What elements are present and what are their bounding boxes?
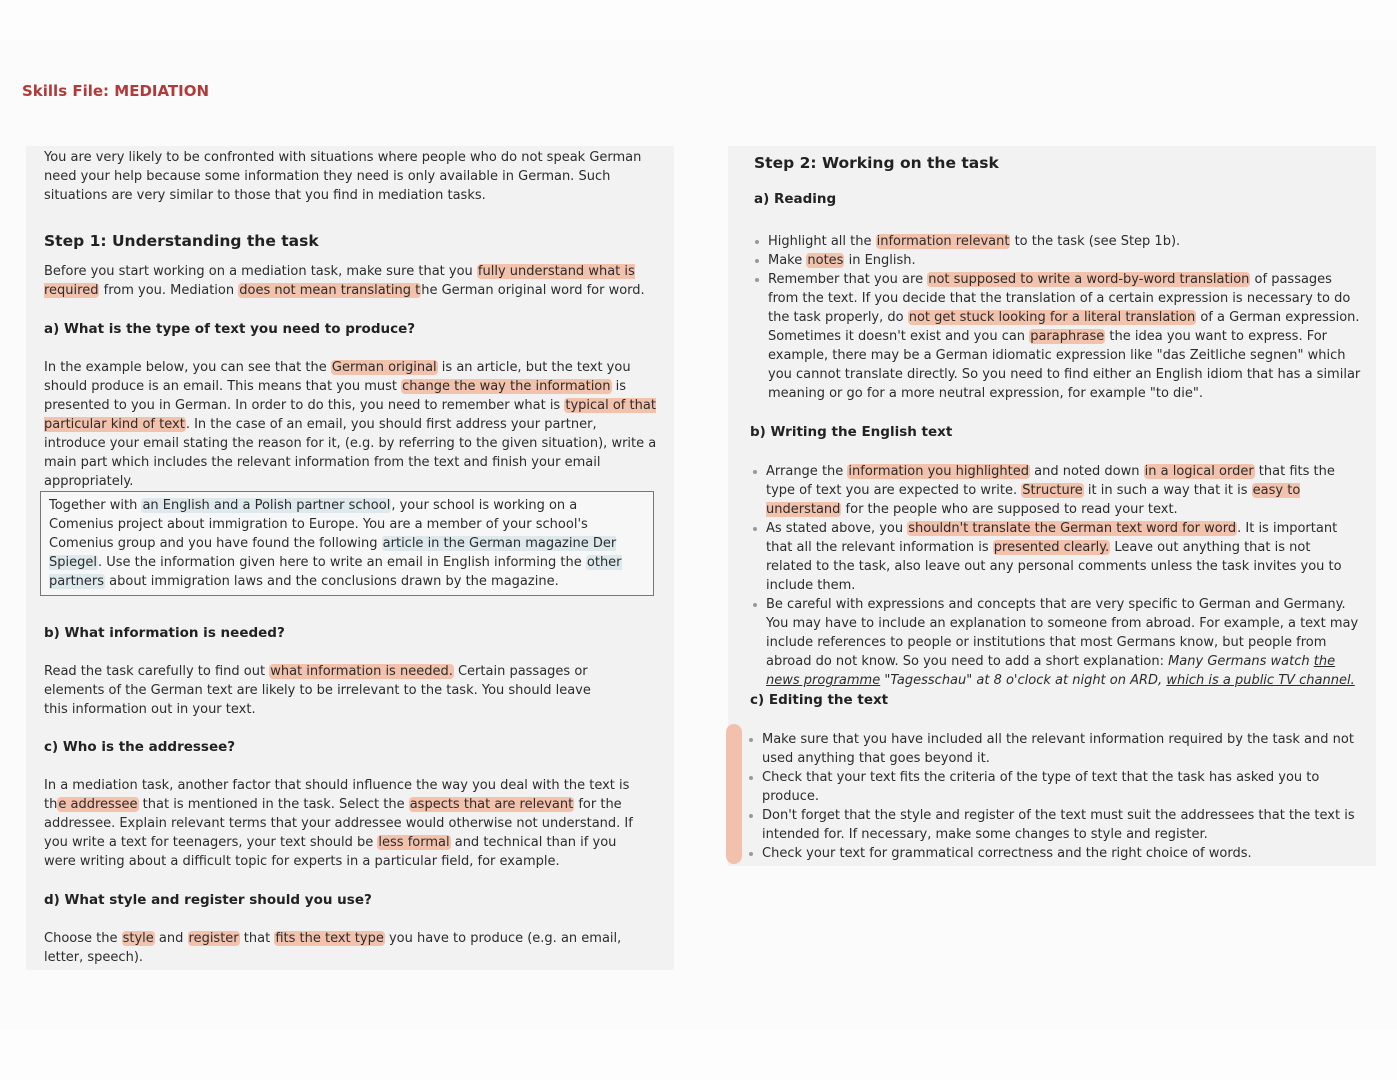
right-column bbox=[728, 146, 1376, 866]
list-item: Remember that you are not supposed to write a word-by-word translation of passages from the text. If you decide that the translation of a certain expression is necessary to do the task properly, do not get stuck looking for a literal translation of a German expression. Sometimes it doesn't exist and you can paraphrase the idea you want to express. For example, there may be a German idiomatic expression like "das Zeitliche segnen" which you cannot translate directly. So you need to find either an English idiom that has a similar meaning or go for a more neutral expression, for example "to die". bbox=[754, 270, 1362, 403]
step1-heading: Step 1: Understanding the task bbox=[44, 232, 319, 250]
section-a-heading: a) What is the type of text you need to produce? bbox=[44, 321, 416, 337]
section-b-paragraph: Read the task carefully to find out what information is needed. Certain passages or elements of the German text are likely to be irrelevant to the task. You should leave this information out in your text. bbox=[44, 664, 591, 717]
highlight: aspects that are relevant bbox=[409, 797, 574, 812]
highlight: not supposed to write a word-by-word translation bbox=[928, 272, 1250, 287]
highlight: information relevant bbox=[876, 234, 1010, 249]
left-column bbox=[26, 146, 674, 970]
section-d-heading: d) What style and register should you use? bbox=[44, 892, 372, 908]
highlight: shouldn't translate the German text word for word bbox=[908, 521, 1237, 536]
reading-heading: a) Reading bbox=[754, 191, 837, 207]
section-c-paragraph: In a mediation task, another factor that should influence the way you deal with the text is the addressee that is mentioned in the task. Select the aspects that are relevant for the addressee. Explain relevant terms that your addressee would otherwise not understand. If you write a text for teenagers, your text should be less formal and technical than if you were writing about a difficult topic for experts in a particular field, for example. bbox=[44, 778, 633, 869]
list-item: Make notes in English. bbox=[754, 251, 1362, 270]
list-item: Make sure that you have included all the relevant information required by the task and not used anything that goes beyond it. bbox=[748, 730, 1356, 768]
highlight: German original bbox=[331, 360, 437, 375]
highlight: information you highlighted bbox=[848, 464, 1030, 479]
editing-heading: c) Editing the text bbox=[750, 692, 889, 708]
list-item: Check your text for grammatical correctness and the right choice of words. bbox=[748, 844, 1356, 863]
margin-highlight-bar bbox=[726, 724, 742, 864]
intro-paragraph: You are very likely to be confronted with situations where people who do not speak German need your help because some information they need is only available in German. Such situations are very similar to those that you find in mediation tasks. bbox=[44, 150, 642, 203]
reading-list bbox=[754, 232, 1362, 403]
section-b-heading: b) What information is needed? bbox=[44, 625, 285, 641]
highlight: paraphrase bbox=[1030, 329, 1105, 344]
section-c-heading: c) Who is the addressee? bbox=[44, 739, 236, 755]
writing-heading: b) Writing the English text bbox=[750, 424, 953, 440]
highlight: typical of that particular kind of text bbox=[44, 398, 656, 432]
list-item: Be careful with expressions and concepts that are very specific to German and Germany. You may have to include an explanation to someone from abroad. For example, a text may include references to people or institutions that most Germans know, but people from abroad do not know. So you need to add a short explanation: Many Germans watch the news programme "Tagesschau" at 8 o'clock at night on ARD, which is a public TV channel. bbox=[752, 595, 1360, 690]
step2-heading: Step 2: Working on the task bbox=[754, 154, 999, 172]
example-task-box: Together with an English and a Polish partner school, your school is working on a Comenius project about immigration to Europe. You are a member of your school's Comenius group and you have found the following article in the German magazine Der Spiegel. Use the information given here to write an email in English informing the other partners about immigration laws and the conclusions drawn by the magazine. bbox=[40, 491, 654, 596]
highlight: notes bbox=[807, 253, 844, 268]
highlight: style bbox=[122, 931, 154, 946]
list-item: Don't forget that the style and register of the text must suit the addressees that the text is intended for. If necessary, make some changes to style and register. bbox=[748, 806, 1356, 844]
highlight: less formal bbox=[378, 835, 450, 850]
highlight: presented clearly. bbox=[993, 540, 1110, 555]
highlight: register bbox=[188, 931, 239, 946]
highlight: does not mean translating t bbox=[239, 283, 421, 298]
section-a-paragraph: In the example below, you can see that the German original is an article, but the text you should produce is an email. This means that you must change the way the information is presented to you in German. In order to do this, you need to remember what is typical of that particular kind of text. In the case of an email, you should first address your partner, introduce your email stating the reason for it, (e.g. by referring to the given situation), write a main part which includes the relevant information from the text and finish your email appropriately. bbox=[44, 360, 657, 489]
list-item: Highlight all the information relevant to the task (see Step 1b). bbox=[754, 232, 1362, 251]
list-item: Check that your text fits the criteria of the type of text that the task has asked you to produce. bbox=[748, 768, 1356, 806]
highlight: e addressee bbox=[58, 797, 138, 812]
highlight: Structure bbox=[1022, 483, 1083, 498]
highlight: easy to understand bbox=[766, 483, 1301, 517]
section-d-paragraph: Choose the style and register that fits the text type you have to produce (e.g. an email, letter, speech). bbox=[44, 931, 622, 965]
list-item: As stated above, you shouldn't translate the German text word for word. It is important that all the relevant information is presented clearly. Leave out anything that is not related to the task, also leave out any personal comments unless the task invites you to include them. bbox=[752, 519, 1360, 595]
highlight: in a logical order bbox=[1144, 464, 1254, 479]
list-item: Arrange the information you highlighted and noted down in a logical order that fits the type of text you are expected to write. Structure it in such a way that it is easy to understand for the people who are supposed to read your text. bbox=[752, 462, 1360, 519]
page-title: Skills File: MEDIATION bbox=[22, 82, 210, 100]
editing-list bbox=[748, 730, 1356, 863]
writing-list bbox=[752, 462, 1360, 690]
highlight-blue: an English and a Polish partner school bbox=[142, 498, 391, 513]
highlight: fully understand what is required bbox=[44, 264, 635, 298]
highlight: change the way the information bbox=[402, 379, 611, 394]
highlight: not get stuck looking for a literal translation bbox=[908, 310, 1196, 325]
highlight-blue: article in the German magazine Der Spiegel bbox=[49, 536, 617, 570]
highlight: what information is needed. bbox=[270, 664, 453, 679]
highlight-blue: other partners bbox=[49, 555, 622, 589]
step1-paragraph: Before you start working on a mediation task, make sure that you fully understand what is required from you. Mediation does not mean translating the German original word for word. bbox=[44, 264, 645, 298]
highlight: fits the text type bbox=[275, 931, 384, 946]
